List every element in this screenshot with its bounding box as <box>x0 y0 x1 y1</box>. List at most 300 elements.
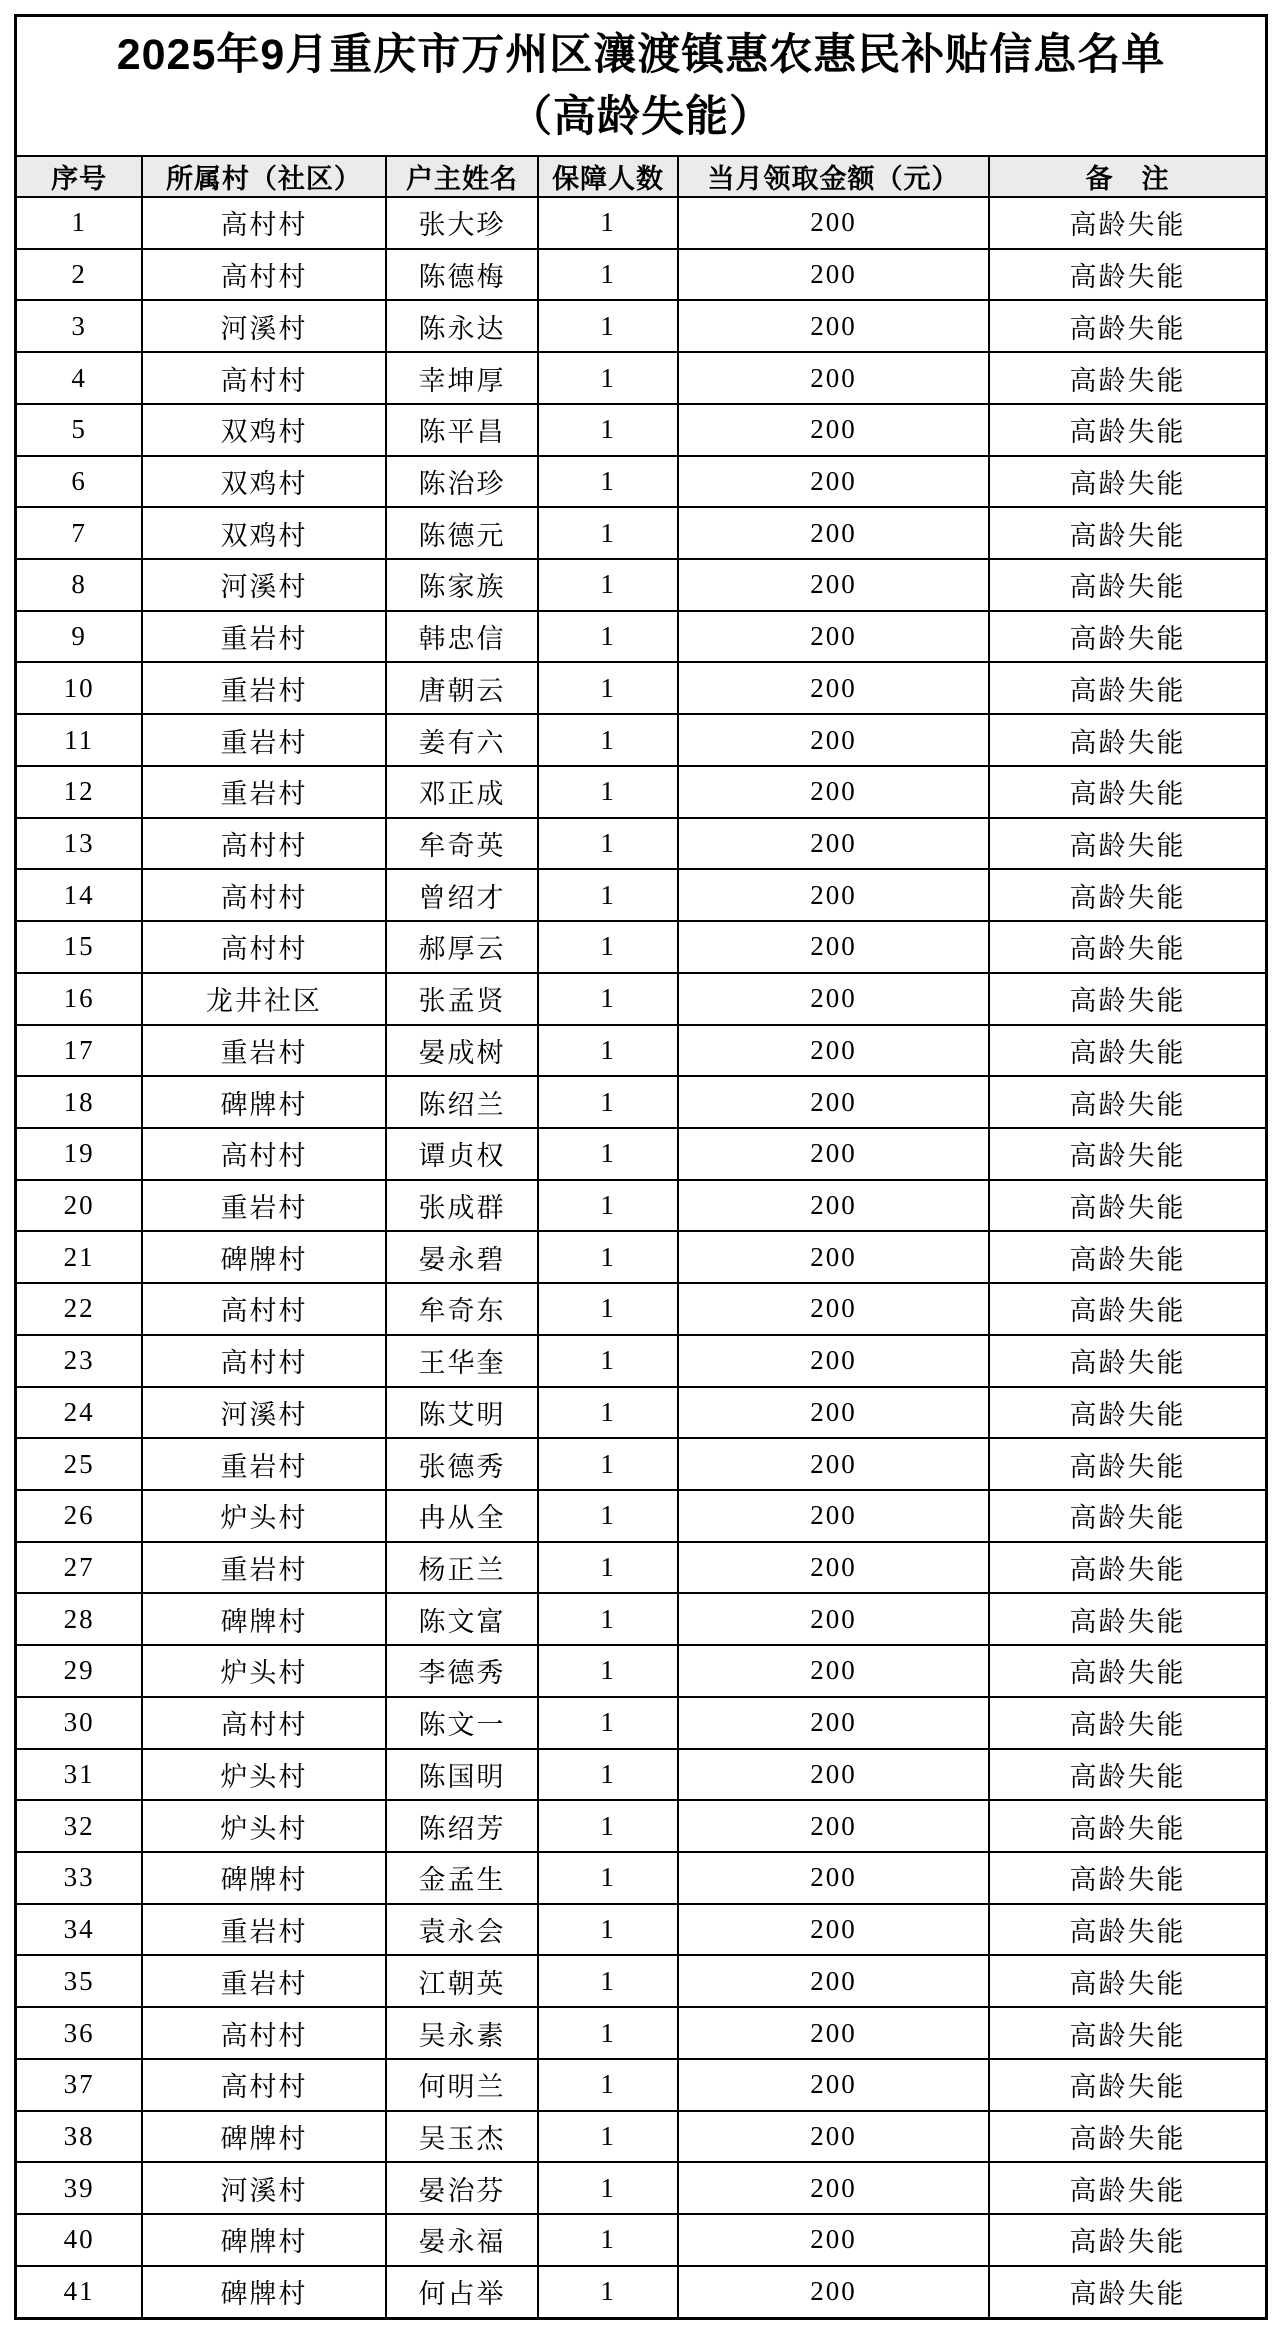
cell-village: 碑牌村 <box>142 1231 385 1283</box>
cell-householder-name: 韩忠信 <box>386 611 539 663</box>
cell-householder-name: 何占举 <box>386 2266 539 2319</box>
cell-covered-persons: 1 <box>538 404 678 456</box>
table-row <box>16 2162 1267 2214</box>
cell-covered-persons: 1 <box>538 1955 678 2007</box>
cell-monthly-amount: 200 <box>678 559 989 611</box>
cell-village: 重岩村 <box>142 766 385 818</box>
cell-householder-name: 杨正兰 <box>386 1542 539 1594</box>
cell-village: 重岩村 <box>142 1025 385 1077</box>
cell-remarks: 高龄失能 <box>989 1904 1266 1956</box>
cell-householder-name: 张大珍 <box>386 197 539 249</box>
table-row <box>16 1852 1267 1904</box>
document-title <box>16 16 1267 157</box>
cell-monthly-amount: 200 <box>678 2266 989 2319</box>
cell-householder-name: 陈国明 <box>386 1749 539 1801</box>
table-row <box>16 818 1267 870</box>
cell-monthly-amount: 200 <box>678 1749 989 1801</box>
cell-serial-number: 32 <box>16 1800 143 1852</box>
cell-covered-persons: 1 <box>538 766 678 818</box>
cell-monthly-amount: 200 <box>678 1025 989 1077</box>
cell-serial-number: 23 <box>16 1335 143 1387</box>
cell-village: 炉头村 <box>142 1749 385 1801</box>
cell-remarks: 高龄失能 <box>989 1852 1266 1904</box>
cell-covered-persons: 1 <box>538 1593 678 1645</box>
cell-monthly-amount: 200 <box>678 2007 989 2059</box>
cell-serial-number: 15 <box>16 921 143 973</box>
cell-serial-number: 6 <box>16 456 143 508</box>
cell-village: 高村村 <box>142 249 385 301</box>
cell-covered-persons: 1 <box>538 1542 678 1594</box>
cell-serial-number: 13 <box>16 818 143 870</box>
cell-village: 高村村 <box>142 1697 385 1749</box>
cell-village: 重岩村 <box>142 611 385 663</box>
cell-village: 重岩村 <box>142 1542 385 1594</box>
table-header-row <box>16 156 1267 197</box>
cell-remarks: 高龄失能 <box>989 352 1266 404</box>
cell-covered-persons: 1 <box>538 1231 678 1283</box>
table-row <box>16 1749 1267 1801</box>
cell-village: 高村村 <box>142 818 385 870</box>
cell-householder-name: 张成群 <box>386 1180 539 1232</box>
cell-village: 高村村 <box>142 2007 385 2059</box>
cell-monthly-amount: 200 <box>678 1542 989 1594</box>
cell-monthly-amount: 200 <box>678 1697 989 1749</box>
cell-serial-number: 22 <box>16 1283 143 1335</box>
cell-remarks: 高龄失能 <box>989 1542 1266 1594</box>
cell-covered-persons: 1 <box>538 1438 678 1490</box>
cell-serial-number: 40 <box>16 2214 143 2266</box>
cell-serial-number: 12 <box>16 766 143 818</box>
cell-village: 碑牌村 <box>142 2214 385 2266</box>
cell-monthly-amount: 200 <box>678 2059 989 2111</box>
cell-remarks: 高龄失能 <box>989 1800 1266 1852</box>
cell-covered-persons: 1 <box>538 2214 678 2266</box>
cell-householder-name: 李德秀 <box>386 1645 539 1697</box>
cell-covered-persons: 1 <box>538 1800 678 1852</box>
cell-householder-name: 陈绍兰 <box>386 1076 539 1128</box>
cell-householder-name: 陈平昌 <box>386 404 539 456</box>
cell-remarks: 高龄失能 <box>989 1283 1266 1335</box>
table-row <box>16 300 1267 352</box>
cell-covered-persons: 1 <box>538 2111 678 2163</box>
cell-householder-name: 幸坤厚 <box>386 352 539 404</box>
column-header-monthly-amount: 当月领取金额（元） <box>678 156 989 197</box>
cell-serial-number: 16 <box>16 973 143 1025</box>
cell-monthly-amount: 200 <box>678 1490 989 1542</box>
table-row <box>16 2007 1267 2059</box>
cell-householder-name: 陈德元 <box>386 507 539 559</box>
column-header-covered-persons: 保障人数 <box>538 156 678 197</box>
table-row <box>16 1387 1267 1439</box>
cell-covered-persons: 1 <box>538 1128 678 1180</box>
cell-remarks: 高龄失能 <box>989 1335 1266 1387</box>
cell-village: 重岩村 <box>142 662 385 714</box>
cell-householder-name: 吴玉杰 <box>386 2111 539 2163</box>
table-row <box>16 197 1267 249</box>
cell-covered-persons: 1 <box>538 921 678 973</box>
cell-remarks: 高龄失能 <box>989 818 1266 870</box>
cell-monthly-amount: 200 <box>678 1128 989 1180</box>
cell-householder-name: 陈永达 <box>386 300 539 352</box>
cell-monthly-amount: 200 <box>678 1904 989 1956</box>
table-row <box>16 973 1267 1025</box>
table-row <box>16 1645 1267 1697</box>
cell-remarks: 高龄失能 <box>989 1076 1266 1128</box>
cell-monthly-amount: 200 <box>678 2162 989 2214</box>
cell-remarks: 高龄失能 <box>989 2111 1266 2163</box>
cell-covered-persons: 1 <box>538 1283 678 1335</box>
cell-serial-number: 4 <box>16 352 143 404</box>
cell-village: 河溪村 <box>142 300 385 352</box>
cell-householder-name: 牟奇东 <box>386 1283 539 1335</box>
table-row <box>16 1490 1267 1542</box>
cell-village: 河溪村 <box>142 559 385 611</box>
cell-monthly-amount: 200 <box>678 1283 989 1335</box>
cell-village: 重岩村 <box>142 1955 385 2007</box>
table-row <box>16 1904 1267 1956</box>
cell-remarks: 高龄失能 <box>989 869 1266 921</box>
cell-village: 双鸡村 <box>142 507 385 559</box>
cell-monthly-amount: 200 <box>678 1852 989 1904</box>
table-row <box>16 1800 1267 1852</box>
cell-serial-number: 38 <box>16 2111 143 2163</box>
cell-covered-persons: 1 <box>538 1697 678 1749</box>
cell-householder-name: 陈艾明 <box>386 1387 539 1439</box>
cell-monthly-amount: 200 <box>678 1438 989 1490</box>
cell-monthly-amount: 200 <box>678 1387 989 1439</box>
cell-householder-name: 江朝英 <box>386 1955 539 2007</box>
cell-householder-name: 陈家族 <box>386 559 539 611</box>
cell-remarks: 高龄失能 <box>989 2007 1266 2059</box>
cell-monthly-amount: 200 <box>678 714 989 766</box>
cell-monthly-amount: 200 <box>678 1180 989 1232</box>
cell-householder-name: 金孟生 <box>386 1852 539 1904</box>
cell-serial-number: 31 <box>16 1749 143 1801</box>
cell-monthly-amount: 200 <box>678 2111 989 2163</box>
table-row <box>16 1128 1267 1180</box>
cell-remarks: 高龄失能 <box>989 456 1266 508</box>
cell-village: 炉头村 <box>142 1800 385 1852</box>
cell-village: 重岩村 <box>142 1180 385 1232</box>
cell-village: 碑牌村 <box>142 2111 385 2163</box>
cell-monthly-amount: 200 <box>678 766 989 818</box>
cell-village: 重岩村 <box>142 1438 385 1490</box>
cell-remarks: 高龄失能 <box>989 1749 1266 1801</box>
cell-householder-name: 王华奎 <box>386 1335 539 1387</box>
cell-serial-number: 25 <box>16 1438 143 1490</box>
cell-covered-persons: 1 <box>538 1749 678 1801</box>
table-row <box>16 1955 1267 2007</box>
cell-serial-number: 36 <box>16 2007 143 2059</box>
cell-covered-persons: 1 <box>538 2162 678 2214</box>
cell-covered-persons: 1 <box>538 2007 678 2059</box>
cell-serial-number: 30 <box>16 1697 143 1749</box>
table-row <box>16 507 1267 559</box>
cell-serial-number: 11 <box>16 714 143 766</box>
table-row <box>16 2214 1267 2266</box>
subsidy-table <box>14 14 1268 2320</box>
cell-serial-number: 29 <box>16 1645 143 1697</box>
cell-covered-persons: 1 <box>538 973 678 1025</box>
cell-covered-persons: 1 <box>538 714 678 766</box>
cell-remarks: 高龄失能 <box>989 1438 1266 1490</box>
cell-householder-name: 郝厚云 <box>386 921 539 973</box>
cell-monthly-amount: 200 <box>678 1955 989 2007</box>
table-body <box>16 197 1267 2319</box>
cell-covered-persons: 1 <box>538 352 678 404</box>
cell-householder-name: 晏永碧 <box>386 1231 539 1283</box>
cell-monthly-amount: 200 <box>678 1076 989 1128</box>
cell-monthly-amount: 200 <box>678 249 989 301</box>
cell-householder-name: 唐朝云 <box>386 662 539 714</box>
cell-remarks: 高龄失能 <box>989 1025 1266 1077</box>
table-row <box>16 2059 1267 2111</box>
cell-remarks: 高龄失能 <box>989 662 1266 714</box>
cell-serial-number: 3 <box>16 300 143 352</box>
column-header-remarks: 备 注 <box>989 156 1266 197</box>
cell-serial-number: 37 <box>16 2059 143 2111</box>
cell-serial-number: 21 <box>16 1231 143 1283</box>
cell-monthly-amount: 200 <box>678 1645 989 1697</box>
cell-householder-name: 牟奇英 <box>386 818 539 870</box>
cell-serial-number: 24 <box>16 1387 143 1439</box>
cell-serial-number: 26 <box>16 1490 143 1542</box>
cell-serial-number: 14 <box>16 869 143 921</box>
cell-covered-persons: 1 <box>538 611 678 663</box>
cell-village: 碑牌村 <box>142 2266 385 2319</box>
cell-serial-number: 1 <box>16 197 143 249</box>
cell-householder-name: 张德秀 <box>386 1438 539 1490</box>
cell-remarks: 高龄失能 <box>989 921 1266 973</box>
cell-householder-name: 晏成树 <box>386 1025 539 1077</box>
cell-covered-persons: 1 <box>538 662 678 714</box>
cell-covered-persons: 1 <box>538 2266 678 2319</box>
cell-village: 重岩村 <box>142 1904 385 1956</box>
document-title-line-1: 2025年9月重庆市万州区瀼渡镇惠农惠民补贴信息名单 <box>116 30 1166 79</box>
cell-householder-name: 曾绍才 <box>386 869 539 921</box>
cell-remarks: 高龄失能 <box>989 2059 1266 2111</box>
cell-remarks: 高龄失能 <box>989 300 1266 352</box>
cell-monthly-amount: 200 <box>678 300 989 352</box>
cell-serial-number: 41 <box>16 2266 143 2319</box>
column-header-serial-number: 序号 <box>16 156 143 197</box>
cell-village: 重岩村 <box>142 714 385 766</box>
table-row <box>16 662 1267 714</box>
table-row <box>16 249 1267 301</box>
table-row <box>16 869 1267 921</box>
column-header-householder-name: 户主姓名 <box>386 156 539 197</box>
cell-householder-name: 陈德梅 <box>386 249 539 301</box>
cell-remarks: 高龄失能 <box>989 507 1266 559</box>
table-row <box>16 456 1267 508</box>
cell-remarks: 高龄失能 <box>989 2162 1266 2214</box>
cell-monthly-amount: 200 <box>678 818 989 870</box>
cell-remarks: 高龄失能 <box>989 611 1266 663</box>
table-row <box>16 1335 1267 1387</box>
table-row <box>16 2111 1267 2163</box>
table-row <box>16 352 1267 404</box>
cell-serial-number: 28 <box>16 1593 143 1645</box>
cell-monthly-amount: 200 <box>678 2214 989 2266</box>
cell-covered-persons: 1 <box>538 249 678 301</box>
cell-village: 高村村 <box>142 197 385 249</box>
cell-remarks: 高龄失能 <box>989 1490 1266 1542</box>
table-row <box>16 921 1267 973</box>
cell-village: 炉头村 <box>142 1645 385 1697</box>
cell-village: 高村村 <box>142 921 385 973</box>
cell-remarks: 高龄失能 <box>989 2214 1266 2266</box>
cell-remarks: 高龄失能 <box>989 2266 1266 2319</box>
cell-remarks: 高龄失能 <box>989 973 1266 1025</box>
table-row <box>16 1542 1267 1594</box>
table-row <box>16 766 1267 818</box>
table-row <box>16 404 1267 456</box>
cell-monthly-amount: 200 <box>678 1231 989 1283</box>
cell-monthly-amount: 200 <box>678 662 989 714</box>
cell-serial-number: 20 <box>16 1180 143 1232</box>
cell-covered-persons: 1 <box>538 1025 678 1077</box>
cell-village: 碑牌村 <box>142 1076 385 1128</box>
cell-monthly-amount: 200 <box>678 1800 989 1852</box>
cell-monthly-amount: 200 <box>678 1335 989 1387</box>
column-header-village: 所属村（社区） <box>142 156 385 197</box>
cell-householder-name: 姜有六 <box>386 714 539 766</box>
cell-village: 炉头村 <box>142 1490 385 1542</box>
cell-serial-number: 17 <box>16 1025 143 1077</box>
cell-monthly-amount: 200 <box>678 456 989 508</box>
cell-serial-number: 7 <box>16 507 143 559</box>
cell-serial-number: 34 <box>16 1904 143 1956</box>
cell-village: 双鸡村 <box>142 456 385 508</box>
cell-remarks: 高龄失能 <box>989 249 1266 301</box>
table-row <box>16 1697 1267 1749</box>
table-row <box>16 1593 1267 1645</box>
cell-covered-persons: 1 <box>538 2059 678 2111</box>
cell-covered-persons: 1 <box>538 869 678 921</box>
cell-serial-number: 27 <box>16 1542 143 1594</box>
cell-householder-name: 晏永福 <box>386 2214 539 2266</box>
table-row <box>16 1231 1267 1283</box>
cell-householder-name: 陈绍芳 <box>386 1800 539 1852</box>
cell-householder-name: 吴永素 <box>386 2007 539 2059</box>
cell-serial-number: 5 <box>16 404 143 456</box>
cell-serial-number: 39 <box>16 2162 143 2214</box>
cell-householder-name: 陈文一 <box>386 1697 539 1749</box>
cell-monthly-amount: 200 <box>678 1593 989 1645</box>
cell-householder-name: 冉从全 <box>386 1490 539 1542</box>
cell-monthly-amount: 200 <box>678 973 989 1025</box>
cell-householder-name: 晏治芬 <box>386 2162 539 2214</box>
cell-remarks: 高龄失能 <box>989 1231 1266 1283</box>
cell-village: 河溪村 <box>142 1387 385 1439</box>
cell-monthly-amount: 200 <box>678 352 989 404</box>
cell-monthly-amount: 200 <box>678 611 989 663</box>
cell-covered-persons: 1 <box>538 1904 678 1956</box>
cell-village: 龙井社区 <box>142 973 385 1025</box>
cell-covered-persons: 1 <box>538 456 678 508</box>
cell-serial-number: 9 <box>16 611 143 663</box>
cell-householder-name: 邓正成 <box>386 766 539 818</box>
cell-monthly-amount: 200 <box>678 921 989 973</box>
cell-householder-name: 袁永会 <box>386 1904 539 1956</box>
cell-covered-persons: 1 <box>538 1645 678 1697</box>
cell-remarks: 高龄失能 <box>989 404 1266 456</box>
table-row <box>16 714 1267 766</box>
cell-village: 碑牌村 <box>142 1593 385 1645</box>
table-row <box>16 559 1267 611</box>
cell-covered-persons: 1 <box>538 1387 678 1439</box>
cell-householder-name: 张孟贤 <box>386 973 539 1025</box>
cell-covered-persons: 1 <box>538 507 678 559</box>
table-row <box>16 1283 1267 1335</box>
cell-serial-number: 10 <box>16 662 143 714</box>
cell-village: 双鸡村 <box>142 404 385 456</box>
cell-serial-number: 18 <box>16 1076 143 1128</box>
cell-householder-name: 何明兰 <box>386 2059 539 2111</box>
cell-remarks: 高龄失能 <box>989 1180 1266 1232</box>
table-row <box>16 1025 1267 1077</box>
cell-serial-number: 8 <box>16 559 143 611</box>
cell-remarks: 高龄失能 <box>989 1593 1266 1645</box>
cell-serial-number: 35 <box>16 1955 143 2007</box>
cell-covered-persons: 1 <box>538 1076 678 1128</box>
cell-householder-name: 谭贞权 <box>386 1128 539 1180</box>
cell-monthly-amount: 200 <box>678 197 989 249</box>
table-row <box>16 1438 1267 1490</box>
cell-covered-persons: 1 <box>538 1490 678 1542</box>
table-row <box>16 1180 1267 1232</box>
cell-serial-number: 33 <box>16 1852 143 1904</box>
table-row <box>16 2266 1267 2319</box>
cell-covered-persons: 1 <box>538 300 678 352</box>
cell-village: 高村村 <box>142 1283 385 1335</box>
cell-remarks: 高龄失能 <box>989 1128 1266 1180</box>
table-row <box>16 1076 1267 1128</box>
cell-remarks: 高龄失能 <box>989 714 1266 766</box>
cell-village: 高村村 <box>142 869 385 921</box>
cell-covered-persons: 1 <box>538 1180 678 1232</box>
document-title-line-2: （高龄失能） <box>509 93 773 141</box>
cell-remarks: 高龄失能 <box>989 1955 1266 2007</box>
cell-remarks: 高龄失能 <box>989 766 1266 818</box>
cell-village: 高村村 <box>142 352 385 404</box>
cell-monthly-amount: 200 <box>678 507 989 559</box>
cell-village: 高村村 <box>142 2059 385 2111</box>
title-row <box>16 16 1267 157</box>
cell-remarks: 高龄失能 <box>989 197 1266 249</box>
cell-remarks: 高龄失能 <box>989 559 1266 611</box>
cell-covered-persons: 1 <box>538 818 678 870</box>
cell-householder-name: 陈治珍 <box>386 456 539 508</box>
cell-covered-persons: 1 <box>538 559 678 611</box>
cell-village: 高村村 <box>142 1128 385 1180</box>
cell-village: 碑牌村 <box>142 1852 385 1904</box>
cell-monthly-amount: 200 <box>678 869 989 921</box>
cell-covered-persons: 1 <box>538 1852 678 1904</box>
cell-serial-number: 19 <box>16 1128 143 1180</box>
cell-remarks: 高龄失能 <box>989 1387 1266 1439</box>
cell-remarks: 高龄失能 <box>989 1697 1266 1749</box>
cell-remarks: 高龄失能 <box>989 1645 1266 1697</box>
table-row <box>16 611 1267 663</box>
cell-serial-number: 2 <box>16 249 143 301</box>
cell-householder-name: 陈文富 <box>386 1593 539 1645</box>
cell-monthly-amount: 200 <box>678 404 989 456</box>
cell-village: 高村村 <box>142 1335 385 1387</box>
cell-village: 河溪村 <box>142 2162 385 2214</box>
cell-covered-persons: 1 <box>538 197 678 249</box>
cell-covered-persons: 1 <box>538 1335 678 1387</box>
